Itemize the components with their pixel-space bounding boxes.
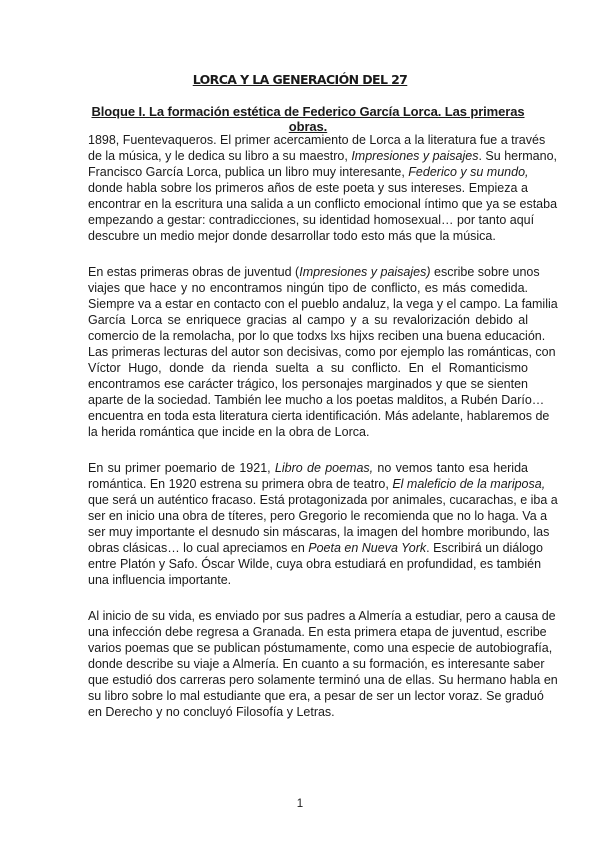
text-line bbox=[88, 688, 544, 704]
italic-title: Impresiones y paisajes bbox=[351, 149, 479, 163]
text-run: escribe sobre unos bbox=[430, 265, 540, 279]
text-line bbox=[88, 180, 528, 196]
text-run: 1898, Fuentevaqueros. El primer acercamiento de Lorca a la literatura fue a través bbox=[88, 133, 546, 147]
text-line bbox=[88, 672, 558, 688]
document-title: LORCA Y LA GENERACIÓN DEL 27 bbox=[192, 72, 408, 87]
text-run: En estas primeras obras de juventud ( bbox=[88, 265, 300, 279]
text-line bbox=[88, 608, 556, 624]
text-run: varios poemas que se publican póstumamente, como una especie de autobiografía, bbox=[88, 641, 553, 655]
text-run: la herida romántica que incide en la obra de Lorca. bbox=[88, 425, 370, 439]
text-line bbox=[88, 476, 546, 492]
text-line bbox=[88, 264, 540, 280]
text-run: ser muy importante el desnudo sin máscaras, la imagen del hombre moribundo, las bbox=[88, 525, 550, 539]
text-line bbox=[88, 392, 545, 408]
text-run: encontrar en la escritura una salida a un conflicto emocional íntimo que ya se estaba bbox=[88, 197, 558, 211]
text-line bbox=[88, 704, 528, 720]
document-body bbox=[88, 132, 558, 740]
text-run: no vemos tanto esa herida bbox=[373, 461, 528, 475]
text-run: encuentra en toda esta literatura cierta identificación. Más adelante, hablaremos de bbox=[88, 409, 550, 423]
text-run: obras clásicas… lo cual apreciamos en bbox=[88, 541, 309, 555]
text-run: García Lorca se enriquece gracias al campo y a su revalorización debido al bbox=[88, 313, 528, 327]
text-line bbox=[88, 280, 528, 296]
text-line bbox=[88, 132, 546, 148]
text-line bbox=[88, 656, 545, 672]
paragraph-2 bbox=[88, 264, 558, 440]
text-run: donde describe su viaje a Almería. En cuanto a su formación, es interesante saber bbox=[88, 657, 545, 671]
text-line bbox=[88, 360, 528, 376]
italic-title: Poeta en Nueva York bbox=[308, 541, 427, 555]
text-line bbox=[88, 424, 528, 440]
text-run: descubre un medio mejor donde desarrollar todo esto más que la música. bbox=[88, 229, 496, 243]
page-number: 1 bbox=[296, 798, 304, 810]
text-run: Víctor Hugo, donde da rienda suelta a su conflicto. En el Romanticismo bbox=[88, 361, 528, 375]
text-run: . Su hermano, bbox=[478, 149, 557, 163]
text-run: una influencia importante. bbox=[88, 573, 232, 587]
text-line bbox=[88, 572, 528, 588]
text-run: comercio de la remolacha, por lo que todxs lxs hijxs reciben una buena educación. bbox=[88, 329, 546, 343]
text-run: de la música, y le dedica su libro a su maestro, bbox=[88, 149, 352, 163]
text-line bbox=[88, 196, 558, 212]
text-line bbox=[88, 296, 558, 312]
text-line bbox=[88, 460, 528, 476]
text-run: Al inicio de su vida, es enviado por sus padres a Almería a estudiar, pero a causa de bbox=[88, 609, 556, 623]
text-line bbox=[88, 624, 547, 640]
text-line bbox=[88, 344, 556, 360]
text-run: entre Platón y Safo. Óscar Wilde, cuya obra estudiará en profundidad, es también bbox=[88, 557, 542, 571]
paragraph-3 bbox=[88, 460, 558, 588]
text-line bbox=[88, 312, 528, 328]
paragraph-1 bbox=[88, 132, 558, 244]
text-line bbox=[88, 508, 548, 524]
text-line bbox=[88, 228, 528, 244]
text-line bbox=[88, 408, 550, 424]
text-line bbox=[88, 640, 553, 656]
paragraph-4 bbox=[88, 608, 558, 720]
text-run: encontramos ese carácter trágico, los personajes marginados y que se sienten bbox=[88, 377, 528, 391]
text-line bbox=[88, 148, 557, 164]
text-line bbox=[88, 328, 546, 344]
text-line bbox=[88, 376, 528, 392]
text-line bbox=[88, 164, 528, 180]
text-line bbox=[88, 492, 558, 508]
italic-title: Federico y su mundo, bbox=[408, 165, 529, 179]
text-run: ser en inicio una obra de títeres, pero Gregorio le recomienda que no lo haga. Va a bbox=[88, 509, 548, 523]
italic-title: Libro de poemas, bbox=[274, 461, 374, 475]
text-run: Francisco García Lorca, publica un libro muy interesante, bbox=[88, 165, 409, 179]
text-run: donde habla sobre los primeros años de este poeta y sus intereses. Empieza a bbox=[88, 181, 528, 195]
text-line bbox=[88, 556, 542, 572]
text-run: aparte de la sociedad. También lee mucho a los poetas malditos, a Rubén Darío… bbox=[88, 393, 545, 407]
text-line bbox=[88, 212, 535, 228]
text-run: en Derecho y no concluyó Filosofía y Letras. bbox=[88, 705, 335, 719]
text-run: que será un auténtico fracaso. Está protagonizada por animales, cucarachas, e iba a bbox=[88, 493, 558, 507]
section-heading: Bloque I. La formación estética de Federico García Lorca. Las primeras obras. bbox=[91, 104, 525, 134]
text-run: romántica. En 1920 estrena su primera obra de teatro, bbox=[88, 477, 393, 491]
text-line bbox=[88, 524, 550, 540]
text-run: En su primer poemario de 1921, bbox=[88, 461, 275, 475]
text-run: viajes que hace y no encontramos ningún tipo de conflicto, es más comedida. bbox=[88, 281, 528, 295]
text-run: Las primeras lecturas del autor son decisivas, como por ejemplo las románticas, con bbox=[88, 345, 556, 359]
text-run: empezando a gestar: contradicciones, su identidad homosexual… por tanto aquí bbox=[88, 213, 535, 227]
italic-title: El maleficio de la mariposa, bbox=[392, 477, 546, 491]
italic-title: Impresiones y paisajes) bbox=[299, 265, 431, 279]
text-run: su libro sobre lo mal estudiante que era, a pesar de ser un lector voraz. Se graduó bbox=[88, 689, 544, 703]
text-run: que estudió dos carreras pero solamente terminó una de ellas. Su hermano habla en bbox=[88, 673, 558, 687]
text-line bbox=[88, 540, 543, 556]
text-run: una infección debe regresa a Granada. En esta primera etapa de juventud, escribe bbox=[88, 625, 547, 639]
text-run: . Escribirá un diálogo bbox=[426, 541, 543, 555]
text-run: Siempre va a estar en contacto con el pueblo andaluz, la vega y el campo. La familia bbox=[88, 297, 558, 311]
